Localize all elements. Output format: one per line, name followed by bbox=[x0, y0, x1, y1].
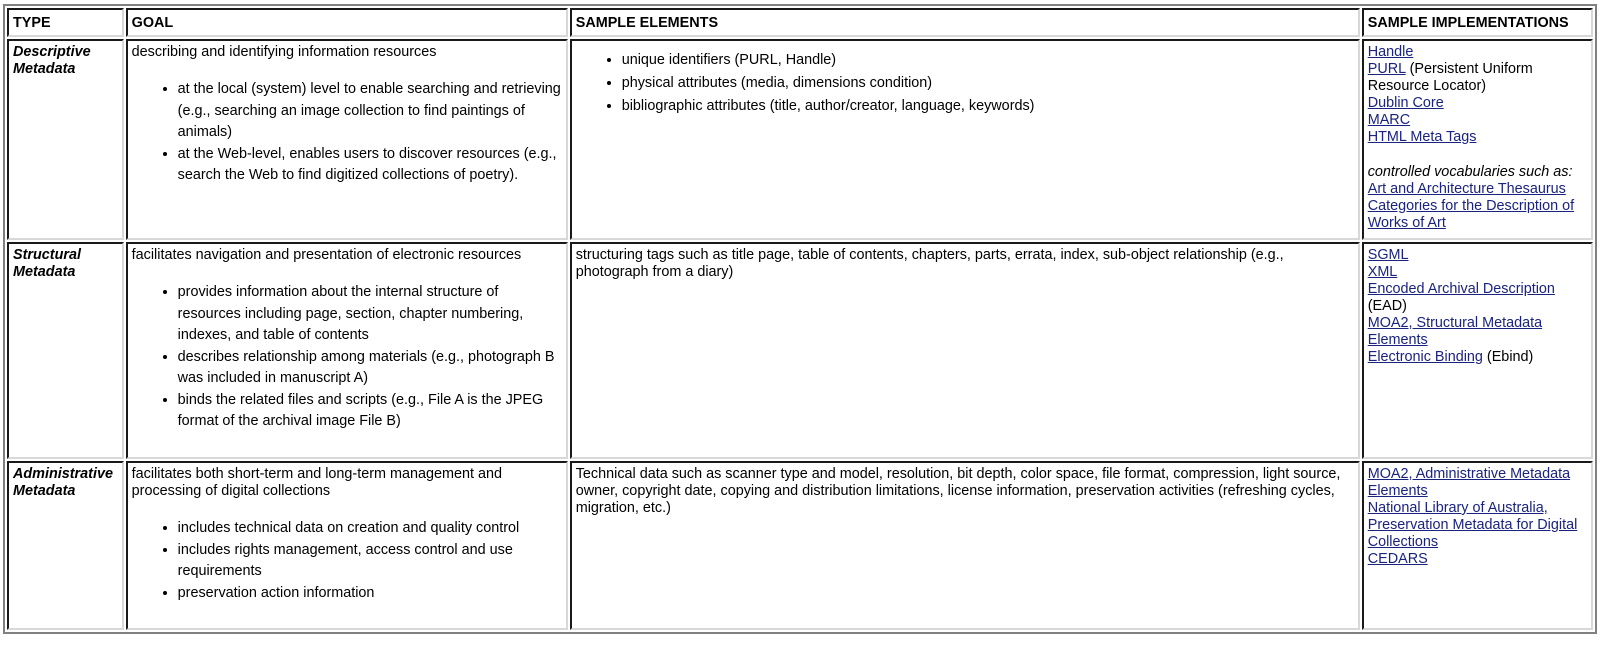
goal-intro: describing and identifying information resources bbox=[131, 44, 437, 60]
type-cell-administrative bbox=[7, 461, 124, 630]
goal-bullet: • at the local (system) level to enable searching and retrieving (e.g., searching an image collection to find paintings of animals) bbox=[178, 79, 562, 144]
elements-bullet-list bbox=[576, 49, 1354, 118]
type-label-line1: Administrative bbox=[13, 466, 113, 482]
goal-bullet-list bbox=[132, 518, 562, 604]
elements-text: Technical data such as scanner type and model, resolution, bit depth, color space, file format, compression, light source, owner, copyright date, copying and distribution limitations, license information, preservation activities (refreshing cycles, migration, etc.) bbox=[575, 466, 1341, 516]
elements-cell-administrative bbox=[570, 461, 1360, 630]
link-xml[interactable]: XML bbox=[1367, 264, 1398, 280]
link-moa2-administrative[interactable]: MOA2, Administrative Metadata Elements bbox=[1367, 466, 1571, 499]
impl-purl-line bbox=[1368, 61, 1587, 95]
impl-cell-structural bbox=[1362, 242, 1593, 459]
link-electronic-binding[interactable]: Electronic Binding bbox=[1367, 349, 1483, 365]
table-row-descriptive bbox=[7, 39, 1593, 240]
goal-bullet-list bbox=[132, 79, 562, 187]
impl-ebind-line bbox=[1368, 349, 1587, 366]
type-label-line2: Metadata bbox=[13, 483, 76, 499]
table-header-row bbox=[7, 8, 1593, 37]
link-purl[interactable]: PURL bbox=[1367, 61, 1406, 77]
goal-bullet: • provides information about the internal structure of resources including page, section, chapter numbering, indexes, and table of contents bbox=[178, 282, 562, 347]
link-sgml[interactable]: SGML bbox=[1367, 247, 1409, 263]
link-moa2-structural[interactable]: MOA2, Structural Metadata Elements bbox=[1367, 315, 1543, 348]
table-row-structural bbox=[7, 242, 1593, 459]
goal-bullet-list bbox=[132, 282, 562, 433]
element-bullet: • bibliographic attributes (title, author/creator, language, keywords) bbox=[622, 95, 1354, 118]
goal-intro: facilitates both short-term and long-term management and processing of digital collections bbox=[131, 466, 503, 499]
type-label-line1: Structural bbox=[13, 247, 81, 263]
goal-bullet: • preservation action information bbox=[178, 583, 562, 605]
link-marc[interactable]: MARC bbox=[1367, 112, 1411, 128]
link-nla-preservation[interactable]: National Library of Australia, Preservation Metadata for Digital Collections bbox=[1367, 500, 1578, 550]
goal-intro: facilitates navigation and presentation of electronic resources bbox=[131, 247, 522, 263]
link-cedars[interactable]: CEDARS bbox=[1367, 551, 1428, 567]
elements-cell-structural bbox=[570, 242, 1360, 459]
impl-cell-descriptive bbox=[1362, 39, 1593, 240]
goal-bullet: • binds the related files and scripts (e.g., File A is the JPEG format of the archival image File B) bbox=[178, 390, 562, 433]
spacer bbox=[1368, 146, 1587, 164]
elements-cell-descriptive bbox=[570, 39, 1360, 240]
goal-bullet: • at the Web-level, enables users to discover resources (e.g., search the Web to find digitized collections of poetry). bbox=[178, 144, 562, 187]
goal-bullet: • describes relationship among materials (e.g., photograph B was included in manuscript A) bbox=[178, 347, 562, 390]
header-type: TYPE bbox=[7, 8, 124, 37]
controlled-vocab-note: controlled vocabularies such as: bbox=[1367, 164, 1573, 180]
link-aat[interactable]: Art and Architecture Thesaurus bbox=[1367, 181, 1566, 197]
type-label-line2: Metadata bbox=[13, 61, 76, 77]
element-bullet: • physical attributes (media, dimensions condition) bbox=[622, 72, 1354, 95]
link-ead[interactable]: Encoded Archival Description bbox=[1367, 281, 1555, 297]
table-row-administrative bbox=[7, 461, 1593, 630]
metadata-types-table bbox=[3, 4, 1597, 634]
type-cell-structural bbox=[7, 242, 124, 459]
type-cell-descriptive bbox=[7, 39, 124, 240]
link-dublin-core[interactable]: Dublin Core bbox=[1367, 95, 1444, 111]
ead-suffix: (EAD) bbox=[1367, 298, 1407, 314]
header-sample-implementations: SAMPLE IMPLEMENTATIONS bbox=[1362, 8, 1593, 37]
goal-bullet: • includes technical data on creation and quality control bbox=[178, 518, 562, 540]
goal-bullet: • includes rights management, access control and use requirements bbox=[178, 540, 562, 583]
goal-cell-structural bbox=[126, 242, 568, 459]
link-html-meta-tags[interactable]: HTML Meta Tags bbox=[1367, 129, 1477, 145]
elements-text: structuring tags such as title page, table of contents, chapters, parts, errata, index, sub-object relationship (e.g., photograph from a diary) bbox=[575, 247, 1284, 280]
link-cdwa[interactable]: Categories for the Description of Works of Art bbox=[1367, 198, 1575, 231]
goal-cell-administrative bbox=[126, 461, 568, 630]
header-goal: GOAL bbox=[126, 8, 568, 37]
purl-suffix: (Persistent Uniform Resource Locator) bbox=[1367, 61, 1533, 94]
header-sample-elements: SAMPLE ELEMENTS bbox=[570, 8, 1360, 37]
type-label-line1: Descriptive bbox=[13, 44, 91, 60]
metadata-types-table-wrapper bbox=[3, 4, 1597, 634]
goal-cell-descriptive bbox=[126, 39, 568, 240]
link-handle[interactable]: Handle bbox=[1367, 44, 1414, 60]
ebind-suffix: (Ebind) bbox=[1482, 349, 1534, 365]
impl-cell-administrative bbox=[1362, 461, 1593, 630]
element-bullet: • unique identifiers (PURL, Handle) bbox=[622, 49, 1354, 72]
type-label-line2: Metadata bbox=[13, 264, 76, 280]
